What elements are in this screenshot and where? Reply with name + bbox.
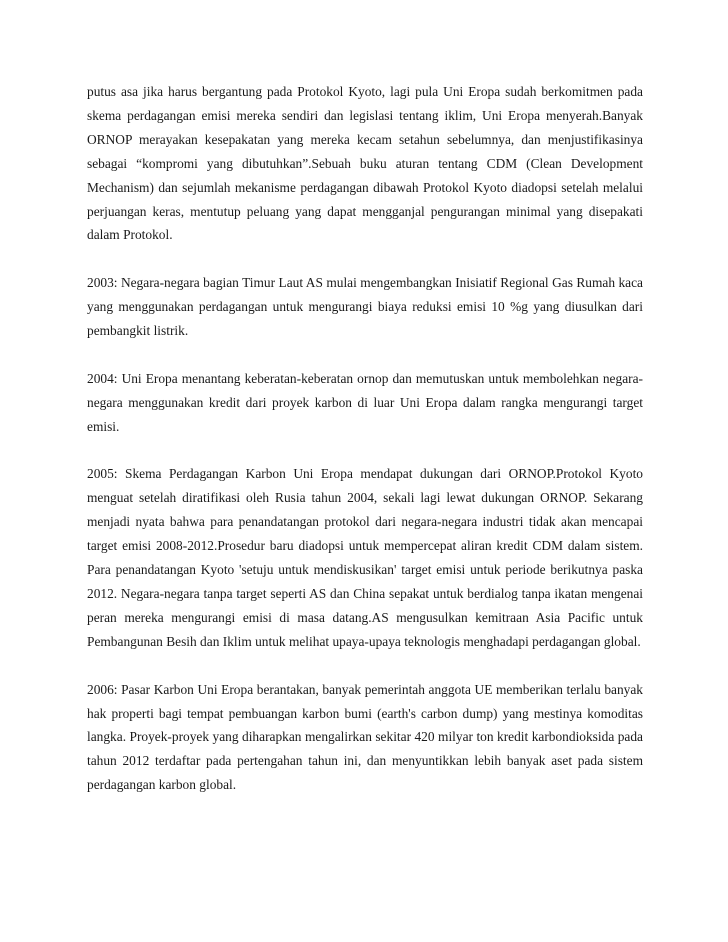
paragraph-2004: 2004: Uni Eropa menantang keberatan-keberatan ornop dan memutuskan untuk membolehkan negara-negara menggunakan kredit dari proyek karbon di luar Uni Eropa dalam rangka mengurangi target emisi.: [87, 370, 643, 434]
paragraph-2005: 2005: Skema Perdagangan Karbon Uni Eropa mendapat dukungan dari ORNOP.Protokol Kyoto menguat setelah diratifikasi oleh Rusia tahun 2004, sekali lagi lewat dukungan ORNOP. Sekarang menjadi nyata bahwa para penandatangan protokol dari negara-negara industri tidak akan mencapai target emisi 2008-2012.Prosedur baru diadopsi untuk mempercepat aliran kredit CDM dalam sistem. Para penandatangan Kyoto 'setuju untuk mendiskusikan' target emisi untuk periode berikutnya paska 2012. Negara-negara tanpa target seperti AS dan China sepakat untuk berdialog tanpa ikatan mengenai peran mereka mengurangi emisi di masa datang.AS mengusulkan kemitraan Asia Pacific untuk Pembangunan Besih dan Iklim untuk melihat upaya-upaya teknologis menghadapi perdagangan global.: [87, 466, 643, 649]
paragraph-2006: 2006: Pasar Karbon Uni Eropa berantakan, banyak pemerintah anggota UE memberikan terlalu banyak hak properti bagi tempat pembuangan karbon bumi (earth's carbon dump) yang mestinya komoditas langka. Proyek-proyek yang diharapkan mengalirkan sekitar 420 milyar ton kredit karbondioksida pada tahun 2012 terdaftar pada pertengahan tahun ini, dan menyuntikkan lebih banyak aset pada sistem perdagangan karbon global.: [87, 681, 643, 793]
paragraph-2003: 2003: Negara-negara bagian Timur Laut AS mulai mengembangkan Inisiatif Regional Gas Rumah kaca yang menggunakan perdagangan untuk mengurangi biaya reduksi emisi 10 %g yang diusulkan dari pembangkit listrik.: [87, 275, 643, 339]
document-page: [87, 80, 643, 797]
paragraph-kyoto-intro: putus asa jika harus bergantung pada Protokol Kyoto, lagi pula Uni Eropa sudah berkomitmen pada skema perdagangan emisi mereka sendiri dan legislasi tentang iklim, Uni Eropa menyerah.Banyak ORNOP merayakan kesepakatan yang mereka kecam setahun sebelumnya, dan menjustifikasinya sebagai “kompromi yang dibutuhkan”.Sebuah buku aturan tentang CDM (Clean Development Mechanism) dan sejumlah mekanisme perdagangan dibawah Protokol Kyoto diadopsi setelah melalui perjuangan keras, mentutup peluang yang dapat mengganjal pengurangan minimal yang disepakati dalam Protokol.: [87, 84, 643, 243]
